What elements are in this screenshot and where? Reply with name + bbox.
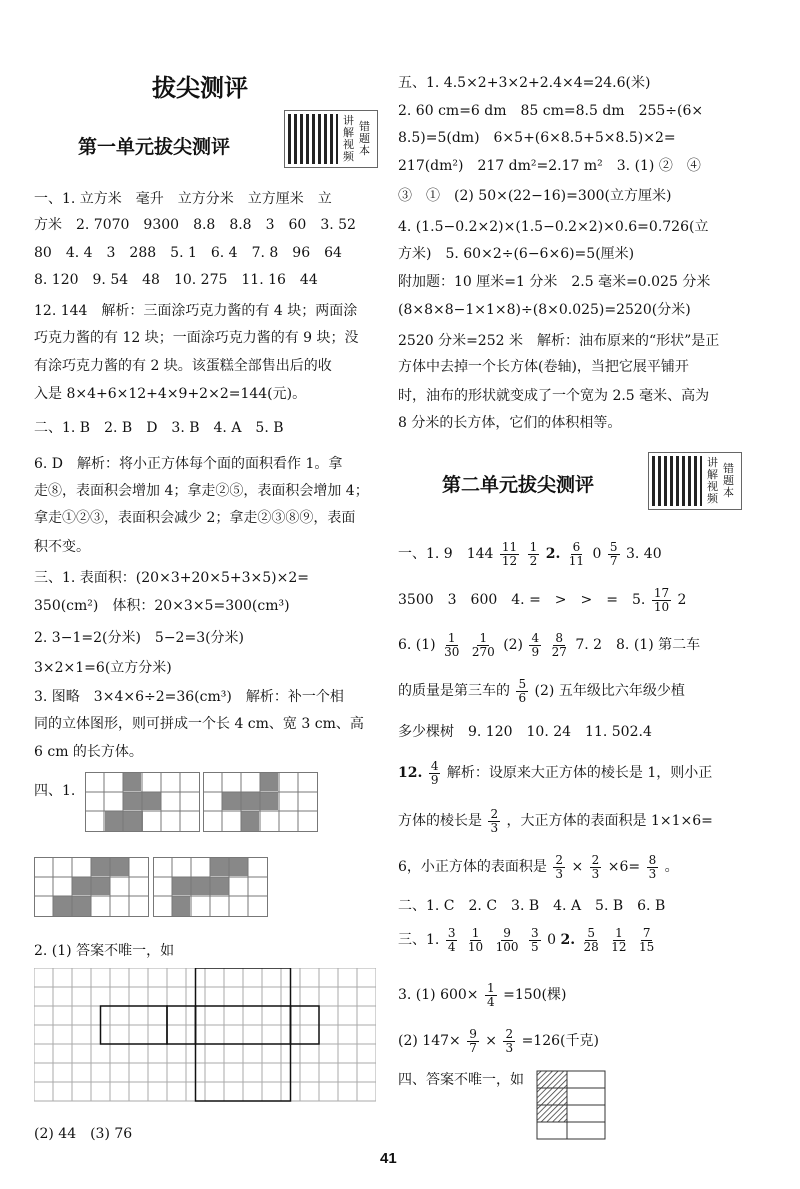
- text: 2: [677, 592, 687, 608]
- text: ×: [571, 859, 584, 875]
- answer-line: 80 4. 4 3 288 5. 1 6. 4 7. 8 96 64: [34, 245, 342, 261]
- unit2-line-5: 多少棵树 9. 120 10. 24 11. 502.4: [398, 724, 652, 740]
- qr-code-icon[interactable]: [288, 114, 338, 164]
- unit2-line-13: 四、答案不唯一，如: [398, 1072, 524, 1088]
- answer-line: 12. 144 解析：三面涂巧克力酱的有 4 块；两面涂: [34, 303, 358, 319]
- answer-line: (8×8×8−1×1×8)÷(8×0.025)=2520(分米): [398, 302, 691, 318]
- fraction: $\frac{2}{3}$: [490, 806, 499, 835]
- fraction: $\frac{2}{3}$: [505, 1026, 514, 1055]
- fraction: $\frac{1}{12}$: [611, 925, 627, 954]
- fraction: $\frac{9}{7}$: [469, 1026, 477, 1055]
- text: 6. (1): [398, 637, 436, 653]
- text: 。: [664, 859, 679, 875]
- text: (2): [503, 637, 524, 653]
- text: 方体的棱长是: [398, 813, 482, 829]
- unit1-qr-box: [284, 110, 378, 168]
- text: 0: [592, 546, 602, 562]
- unit2-line-12: [398, 1024, 599, 1058]
- answer-line: 2. 3−1=2(分米) 5−2=3(分米): [34, 630, 245, 646]
- text: 3500 3 600 4. = > > = 5.: [398, 592, 646, 608]
- answer-line: 350(cm²) 体积：20×3×5=300(cm³): [34, 598, 290, 614]
- qr-label: 讲解视频: [343, 114, 354, 163]
- fraction: $\frac{2}{3}$: [591, 852, 600, 881]
- text: 2.: [560, 932, 576, 948]
- answer-line: 方体中去掉一个长方体(卷轴)，当把它展平铺开: [398, 359, 689, 375]
- fraction: $\frac{3}{5}$: [531, 925, 539, 954]
- answer-line: 有涂巧克力酱的有 2 块。该蛋糕全部售出后的收: [34, 358, 332, 374]
- answer-line: 巧克力酱的有 12 块；一面涂巧克力酱的有 9 块；没: [34, 330, 359, 346]
- answer-line: 6. D 解析：将小正方体每个面的面积看作 1。拿: [34, 456, 343, 472]
- fraction: $\frac{8}{3}$: [648, 852, 657, 881]
- fraction: $\frac{1}{2}$: [529, 539, 538, 568]
- answer-line: 走⑧，表面积会增加 4；拿走②⑤，表面积会增加 4；: [34, 483, 369, 499]
- answer-line: 积不变。: [34, 539, 90, 555]
- qr-code-icon[interactable]: [652, 456, 702, 506]
- answer-line: 3×2×1=6(立方分米): [34, 660, 172, 676]
- answer-line: 8.5)=5(dm) 6×5+(6×8.5+5×8.5)×2=: [398, 130, 676, 146]
- answer-line: (2) 44 (3) 76: [34, 1126, 133, 1142]
- fraction: $\frac{7}{15}$: [639, 925, 655, 954]
- answer-line: 217(dm²) 217 dm²=2.17 m² 3. (1) ② ④: [398, 158, 701, 174]
- answer-line: 四、1.: [34, 783, 76, 799]
- answer-line: 入是 8×4+6×12+4×9+2×2=144(元)。: [34, 386, 307, 402]
- answer-line: 同的立体图形，则可拼成一个长 4 cm、宽 3 cm、高: [34, 716, 364, 732]
- fraction: $\frac{1}{4}$: [487, 980, 495, 1009]
- text: 7. 2 8. (1) 第二车: [575, 637, 701, 653]
- answer-line: 2520 分米=252 米 解析：油布原来的“形状”是正: [398, 333, 720, 349]
- answer-line: 拿走①②③，表面积会减少 2；拿走②③⑧⑨，表面: [34, 510, 356, 526]
- fraction: $\frac{6}{11}$: [568, 539, 585, 568]
- text: 解析：设原来大正方体的棱长是 1，则小正: [446, 765, 713, 781]
- cube-net-figure-4: [153, 857, 268, 917]
- page-title: 拔尖测评: [152, 74, 248, 102]
- cube-net-figure-1: [85, 772, 200, 832]
- text: ，大正方体的表面积是 1×1×6=: [506, 813, 713, 829]
- answer-line: 8. 120 9. 54 48 10. 275 11. 16 44: [34, 272, 318, 288]
- text: 3. 40: [626, 546, 662, 562]
- text: 12.: [398, 765, 423, 781]
- unit2-line-3: [398, 628, 700, 662]
- fraction: $\frac{2}{3}$: [555, 852, 564, 881]
- fraction: $\frac{1}{30}$: [444, 630, 460, 659]
- fraction: $\frac{5}{7}$: [609, 539, 618, 568]
- fraction: $\frac{4}{9}$: [531, 630, 540, 659]
- text: 2.: [545, 546, 561, 562]
- unit2-line-7: [398, 804, 713, 838]
- answer-line: 时，油布的形状就变成了一个宽为 2.5 毫米、高为: [398, 388, 710, 404]
- text: =126(千克): [521, 1033, 599, 1049]
- text: ×6=: [607, 859, 641, 875]
- answer-line: 五、1. 4.5×2+3×2+2.4×4=24.6(米): [398, 75, 651, 91]
- fraction: $\frac{1}{10}$: [467, 925, 484, 954]
- answer-line: 三、1. 表面积：(20×3+20×5+3×5)×2=: [34, 570, 310, 586]
- text: (2) 五年级比六年级少植: [534, 683, 685, 699]
- unit2-line-10: [398, 923, 658, 957]
- qr-label-2: 错题本: [359, 120, 370, 157]
- qr-label-2: 错题本: [723, 462, 734, 499]
- answer-line: 8 分米的长方体，它们的体积相等。: [398, 415, 622, 431]
- unit2-line-4: [398, 674, 685, 708]
- fraction: $\frac{5}{28}$: [583, 925, 599, 954]
- text: ×: [485, 1033, 498, 1049]
- cube-net-figure-2: [203, 772, 318, 832]
- unit2-line-6: [398, 756, 712, 790]
- answer-line: 方米 2. 7070 9300 8.8 8.8 3 60 3. 52: [34, 217, 356, 233]
- unit2-qr-box: [648, 452, 742, 510]
- unit2-line-9: 二、1. C 2. C 3. B 4. A 5. B 6. B: [398, 898, 666, 914]
- answer-line: 一、1. 立方米 毫升 立方分米 立方厘米 立: [34, 191, 332, 207]
- cuboid-net-grid-figure: [34, 968, 376, 1106]
- answer-line: 2. (1) 答案不唯一，如: [34, 943, 175, 959]
- answer-line: 4. (1.5−0.2×2)×(1.5−0.2×2)×0.6=0.726(立: [398, 219, 709, 235]
- text: (2) 147×: [398, 1033, 461, 1049]
- text: 的质量是第三车的: [398, 683, 510, 699]
- unit2-line-1: [398, 537, 662, 571]
- text: 0: [547, 932, 557, 948]
- answer-line: 附加题：10 厘米=1 分米 2.5 毫米=0.025 分米: [398, 274, 711, 290]
- qr-label: 讲解视频: [707, 456, 718, 505]
- unit2-line-11: [398, 978, 566, 1012]
- page-number: 41: [380, 1150, 397, 1167]
- unit2-line-8: [398, 850, 679, 884]
- text: =150(棵): [503, 987, 567, 1003]
- text: 三、1.: [398, 932, 440, 948]
- fraction: $\frac{8}{27}$: [551, 630, 567, 659]
- answer-line: 2. 60 cm=6 dm 85 cm=8.5 dm 255÷(6×: [398, 103, 704, 119]
- unit1-heading: 第一单元拔尖测评: [78, 136, 231, 158]
- fraction: $\frac{17}{10}$: [653, 585, 670, 614]
- fraction: $\frac{1}{270}$: [471, 630, 495, 659]
- text: 3. (1) 600×: [398, 987, 479, 1003]
- fraction: $\frac{4}{9}$: [430, 758, 439, 787]
- fraction: $\frac{5}{6}$: [518, 676, 527, 705]
- answer-line: 方米) 5. 60×2÷(6−6×6)=5(厘米): [398, 246, 635, 262]
- unit2-heading: 第二单元拔尖测评: [442, 474, 595, 496]
- fraction: $\frac{3}{4}$: [447, 925, 456, 954]
- answer-line: 二、1. B 2. B D 3. B 4. A 5. B: [34, 420, 284, 436]
- text: 6，小正方体的表面积是: [398, 859, 547, 875]
- answer-line: 6 cm 的长方体。: [34, 744, 143, 760]
- cube-net-figure-3: [34, 857, 149, 917]
- answer-line: 3. 图略 3×4×6÷2=36(cm³) 解析：补一个相: [34, 689, 344, 705]
- fraction: $\frac{9}{100}$: [495, 925, 519, 954]
- answer-line: ③ ① (2) 50×(22−16)=300(立方厘米): [398, 188, 672, 204]
- hatched-rectangle-figure: [536, 1070, 606, 1140]
- unit2-line-2: [398, 583, 686, 617]
- text: 一、1. 9 144: [398, 546, 494, 562]
- fraction: $\frac{11}{12}$: [501, 539, 518, 568]
